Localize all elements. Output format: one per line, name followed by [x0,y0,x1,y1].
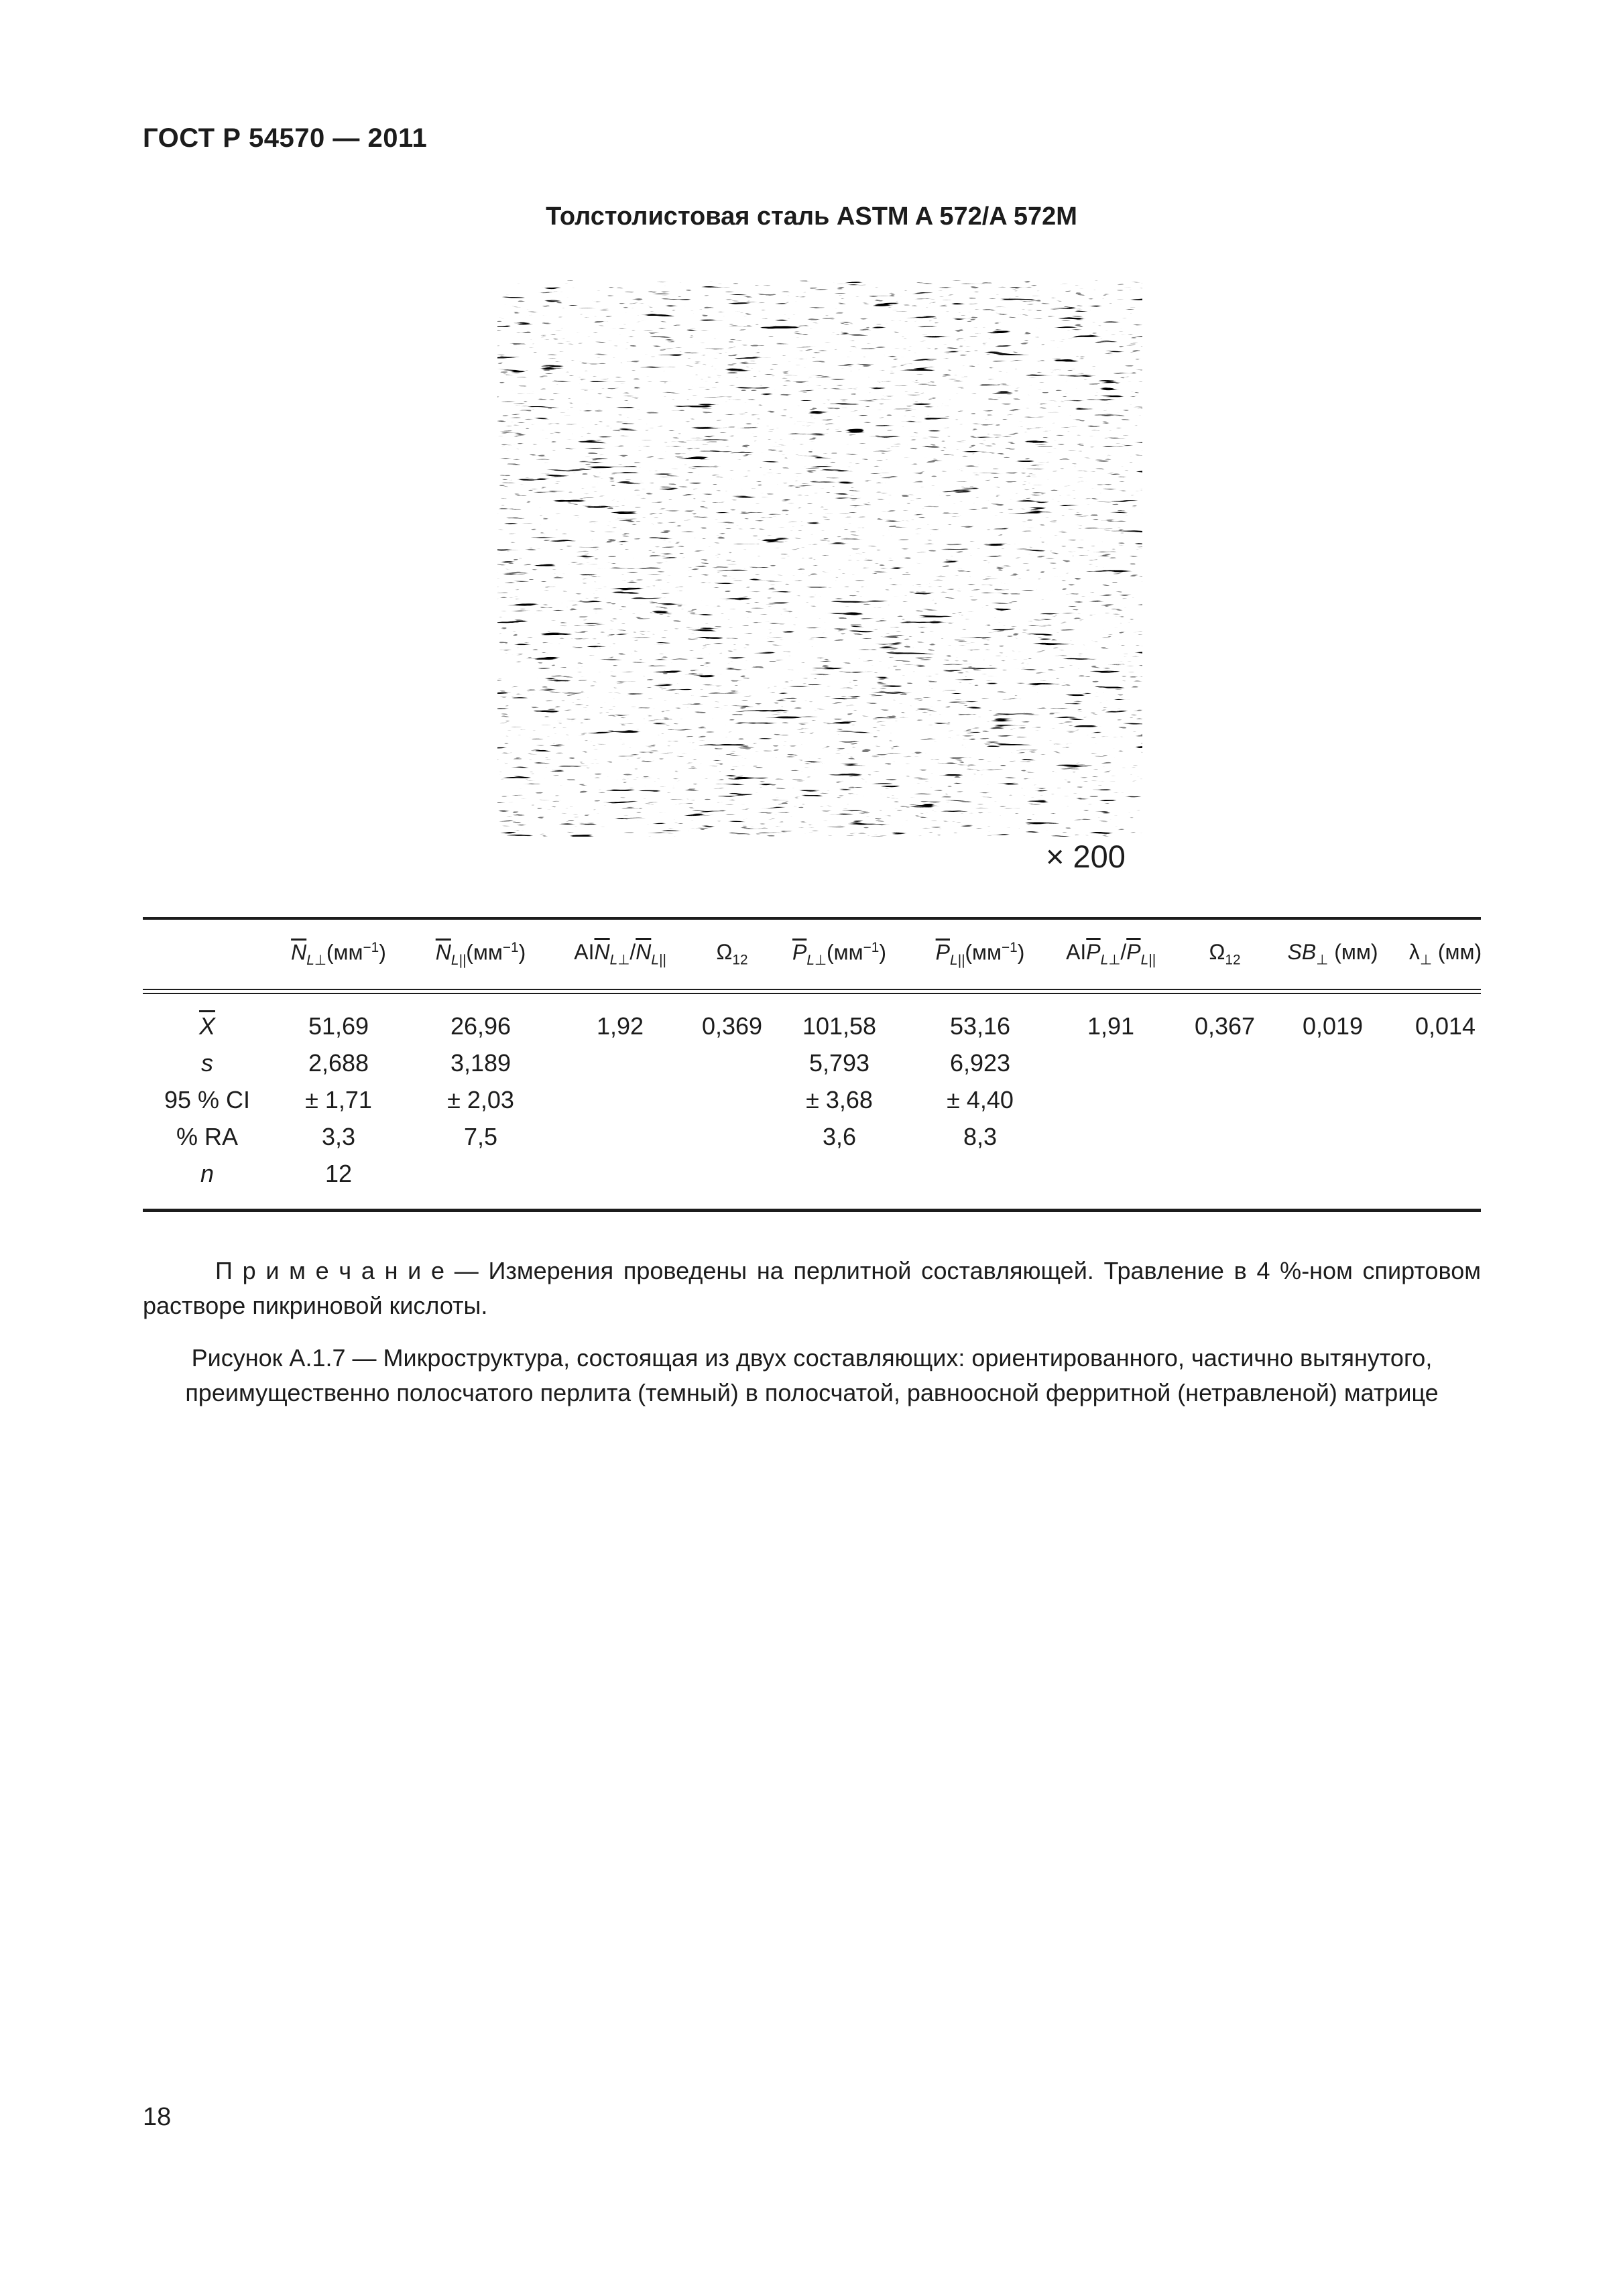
figure-caption: Рисунок А.1.7 — Микроструктура, состоящая из двух составляющих: ориентированного, частично вытянутого, преимущественно полосчатого перлита (темный) в полосчатой, равноосной ферритной (нетравленой) матрице [185,1344,1439,1406]
table-rule-bottom [143,1209,1481,1212]
header-nl-perp: $\overline{N}_{L\perp}(мм^{-1})$ [291,940,386,969]
row-label-ra: % RA [176,1123,239,1150]
row-label-n: n [200,1160,215,1187]
magnification-label: × 200 [1046,839,1126,874]
table-cell: 3,6 [822,1123,857,1150]
table-cell: 1,91 [1087,1012,1135,1040]
page-number: 18 [143,2103,172,2131]
table-cell: 101,58 [802,1012,877,1040]
header-ai-n: $AI\overline{N}_{L\perp}/\overline{N}_{L||}$ [574,940,666,968]
document-header: ГОСТ Р 54570 — 2011 [143,123,428,153]
header-pl-perp: $\overline{P}_{L\perp}(мм^{-1})$ [792,940,887,969]
table-cell: 12 [324,1160,353,1187]
table-cell: 0,369 [701,1012,763,1040]
table-cell: 2,688 [308,1049,369,1077]
header-pl-parallel: $\overline{P}_{L||}(мм^{-1})$ [935,940,1025,969]
header-omega-1: $\Omega_{12}$ [716,940,748,968]
table-cell: 6,923 [949,1049,1011,1077]
table-cell: 53,16 [949,1012,1011,1040]
figure-title: Толстолистовая сталь ASTM A 572/A 572M [546,202,1077,231]
table-rule-header-1 [143,989,1481,990]
header-omega-2: $\Omega_{12}$ [1209,940,1241,968]
table-cell: 5,793 [808,1049,870,1077]
table-cell: 0,019 [1302,1012,1364,1040]
table-cell: ± 4,40 [947,1086,1014,1113]
table-cell: 51,69 [308,1012,369,1040]
table-cell: 0,014 [1415,1012,1476,1040]
note-paragraph: П р и м е ч а н и е — Измерения проведены на перлитной составляющей. Травление в 4 %-ном спиртовом растворе пикриновой кислоты. [143,1257,1481,1319]
table-cell: 26,96 [450,1012,512,1040]
header-sb: $SB_\perp$ (мм) [1287,940,1378,968]
header-ai-p: $AI\overline{P}_{L\perp}/\overline{P}_{L||}$ [1066,940,1156,968]
header-nl-parallel: $\overline{N}_{L||}(мм^{-1})$ [435,940,526,969]
table-rule-header-2 [143,993,1481,994]
note-label: П р и м е ч а н и е [215,1257,445,1284]
table-cell: 3,3 [321,1123,356,1150]
table-cell: ± 3,68 [806,1086,873,1113]
note-text: Измерения проведены на перлитной составляющей. Травление в 4 %-ном спиртовом растворе пикриновой кислоты. [143,1257,1481,1319]
table-cell: 1,92 [596,1012,644,1040]
micrograph-image [497,280,1142,837]
table-cell: 3,189 [450,1049,512,1077]
row-label-ci: 95 % CI [164,1086,251,1113]
row-label-s: s [201,1049,213,1077]
header-lambda: $\lambda_\perp$ (мм) [1408,940,1482,968]
table-rule-top [143,917,1481,920]
table-cell: ± 1,71 [305,1086,372,1113]
table-cell: 8,3 [963,1123,998,1150]
table-cell: ± 2,03 [447,1086,514,1113]
row-label-mean: $\overline{X}$ [198,1012,216,1040]
table-cell: 7,5 [463,1123,498,1150]
table-cell: 0,367 [1194,1012,1256,1040]
